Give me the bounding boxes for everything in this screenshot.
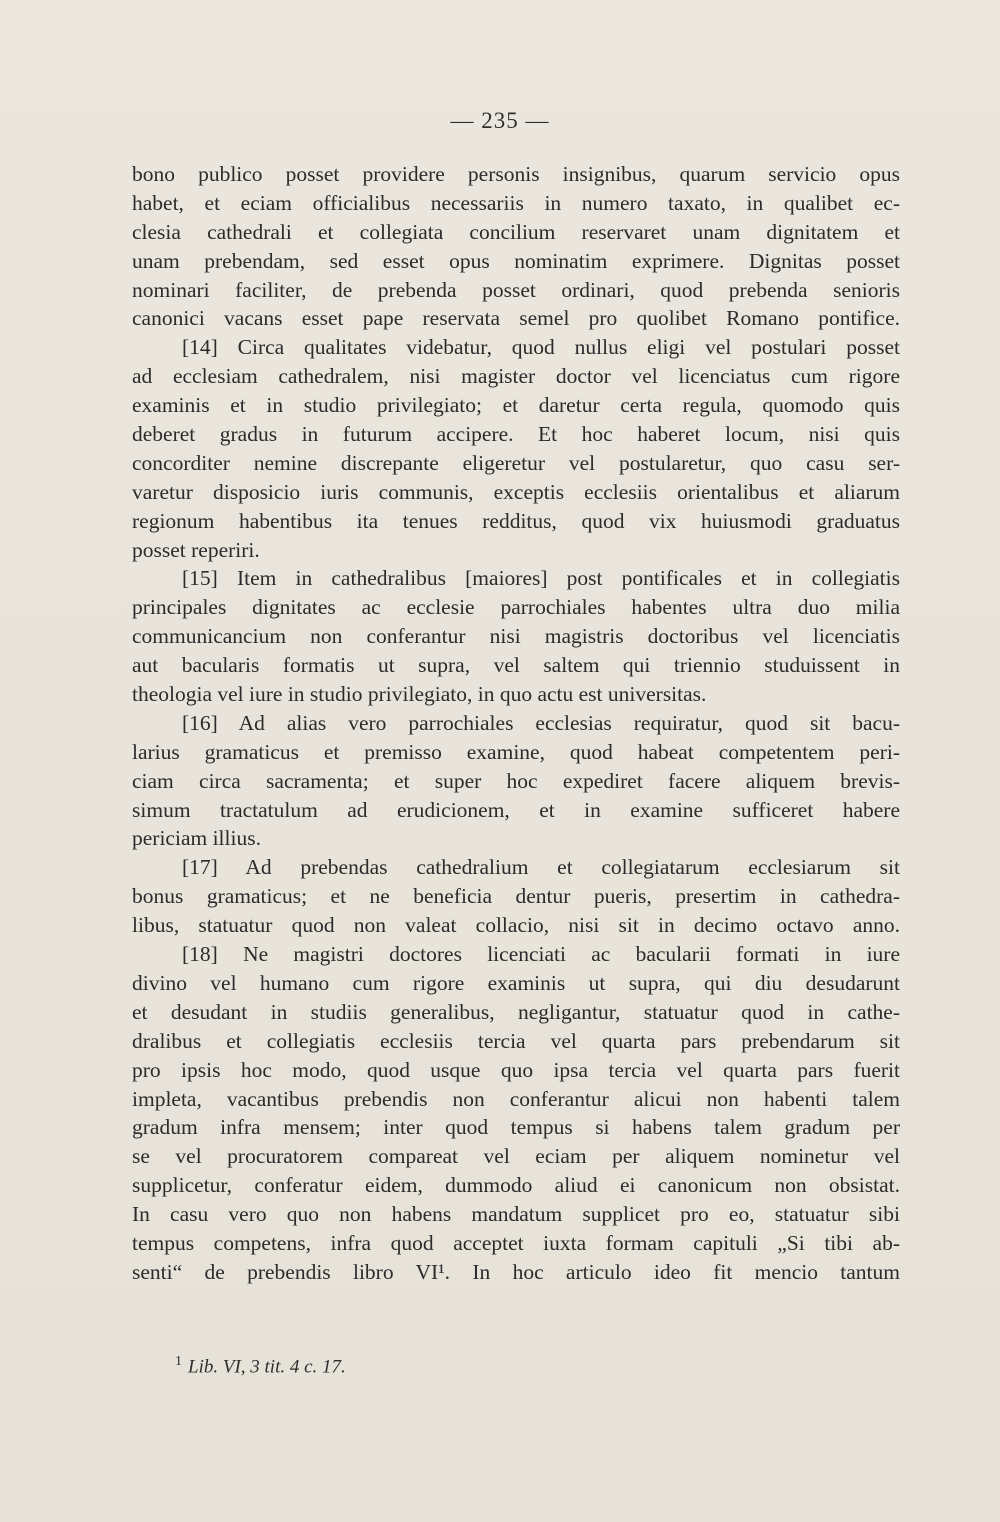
text-line: senti“ de prebendis libro VI¹. In hoc articulo ideo fit mencio tantum bbox=[132, 1259, 900, 1284]
text-line: et desudant in studiis generalibus, negligantur, statuatur quod in cathe- bbox=[132, 999, 900, 1024]
text-line: supplicetur, conferatur eidem, dummodo aliud ei canonicum non obsistat. bbox=[132, 1173, 900, 1198]
text-line: ad ecclesiam cathedralem, nisi magister doctor vel licenciatus cum rigore bbox=[132, 364, 900, 389]
text-line: gradum infra mensem; inter quod tempus si habens talem gradum per bbox=[132, 1115, 900, 1140]
text-line: libus, statuatur quod non valeat collacio, nisi sit in decimo octavo anno. bbox=[132, 913, 900, 938]
text-line: ciam circa sacramenta; et super hoc expediret facere aliquem brevis- bbox=[132, 768, 900, 793]
text-line: [16] Ad alias vero parrochiales ecclesias requiratur, quod sit bacu- bbox=[182, 710, 900, 735]
text-line: clesia cathedrali et collegiata concilium reservaret unam dignitatem et bbox=[132, 219, 900, 244]
page-number: — 235 — bbox=[450, 108, 550, 133]
text-line: deberet gradus in futurum accipere. Et hoc haberet locum, nisi quis bbox=[132, 422, 900, 447]
text-line: tempus competens, infra quod acceptet iuxta formam capituli „Si tibi ab- bbox=[132, 1230, 900, 1255]
text-line: nominari faciliter, de prebenda posset ordinari, quod prebenda senioris bbox=[132, 277, 900, 302]
text-line: varetur disposicio iuris communis, exceptis ecclesiis orientalibus et aliarum bbox=[132, 479, 900, 504]
text-line: periciam illius. bbox=[132, 826, 261, 851]
text-line: canonici vacans esset pape reservata semel pro quolibet Romano pontifice. bbox=[132, 306, 900, 331]
text-line: pro ipsis hoc modo, quod usque quo ipsa tercia vel quarta pars fuerit bbox=[132, 1057, 900, 1082]
text-line: divino vel humano cum rigore examinis ut supra, qui diu desudarunt bbox=[132, 970, 900, 995]
text-line: habet, et eciam officialibus necessariis in numero taxato, in qualibet ec- bbox=[132, 190, 900, 215]
body-text bbox=[132, 160, 900, 1287]
text-line: theologia vel iure in studio privilegiato, in quo actu est universitas. bbox=[132, 682, 707, 707]
text-line: communicancium non conferantur nisi magistris doctoribus vel licenciatis bbox=[132, 624, 900, 649]
text-line: posset reperiri. bbox=[132, 537, 260, 562]
text-line: bonus gramaticus; et ne beneficia dentur pueris, presertim in cathedra- bbox=[132, 884, 900, 909]
text-line: In casu vero quo non habens mandatum supplicet pro eo, statuatur sibi bbox=[132, 1202, 900, 1227]
text-line: principales dignitates ac ecclesie parrochiales habentes ultra duo milia bbox=[132, 595, 900, 620]
text-line: aut bacularis formatis ut supra, vel saltem qui triennio studuissent in bbox=[132, 653, 900, 678]
text-line: bono publico posset providere personis insignibus, quarum servicio opus bbox=[132, 162, 900, 186]
text-line: examinis et in studio privilegiato; et daretur certa regula, quomodo quis bbox=[132, 393, 900, 418]
text-line: larius gramaticus et premisso examine, quod habeat competentem peri- bbox=[132, 739, 900, 764]
text-line: [14] Circa qualitates videbatur, quod nullus eligi vel postulari posset bbox=[182, 335, 900, 360]
footnote bbox=[175, 1354, 346, 1378]
footnote-number: 1 bbox=[175, 1354, 182, 1369]
text-line: simum tractatulum ad erudicionem, et in examine sufficeret habere bbox=[132, 797, 900, 822]
text-line: [15] Item in cathedralibus [maiores] post pontificales et in collegiatis bbox=[182, 566, 900, 591]
text-line: impleta, vacantibus prebendis non conferantur alicui non habenti talem bbox=[132, 1086, 900, 1111]
text-line: [18] Ne magistri doctores licenciati ac bacularii formati in iure bbox=[182, 942, 900, 967]
text-line: se vel procuratorem compareat vel eciam per aliquem nominetur vel bbox=[132, 1144, 900, 1169]
text-line: [17] Ad prebendas cathedralium et collegiatarum ecclesiarum sit bbox=[182, 855, 900, 880]
text-line: dralibus et collegiatis ecclesiis tercia vel quarta pars prebendarum sit bbox=[132, 1028, 900, 1053]
text-line: concorditer nemine discrepante eligeretur vel postularetur, quo casu ser- bbox=[132, 450, 900, 475]
text-line: regionum habentibus ita tenues redditus, quod vix huiusmodi graduatus bbox=[132, 508, 900, 533]
footnote-text: Lib. VI, 3 tit. 4 c. 17. bbox=[188, 1356, 346, 1378]
text-line: unam prebendam, sed esset opus nominatim exprimere. Dignitas posset bbox=[132, 248, 900, 273]
